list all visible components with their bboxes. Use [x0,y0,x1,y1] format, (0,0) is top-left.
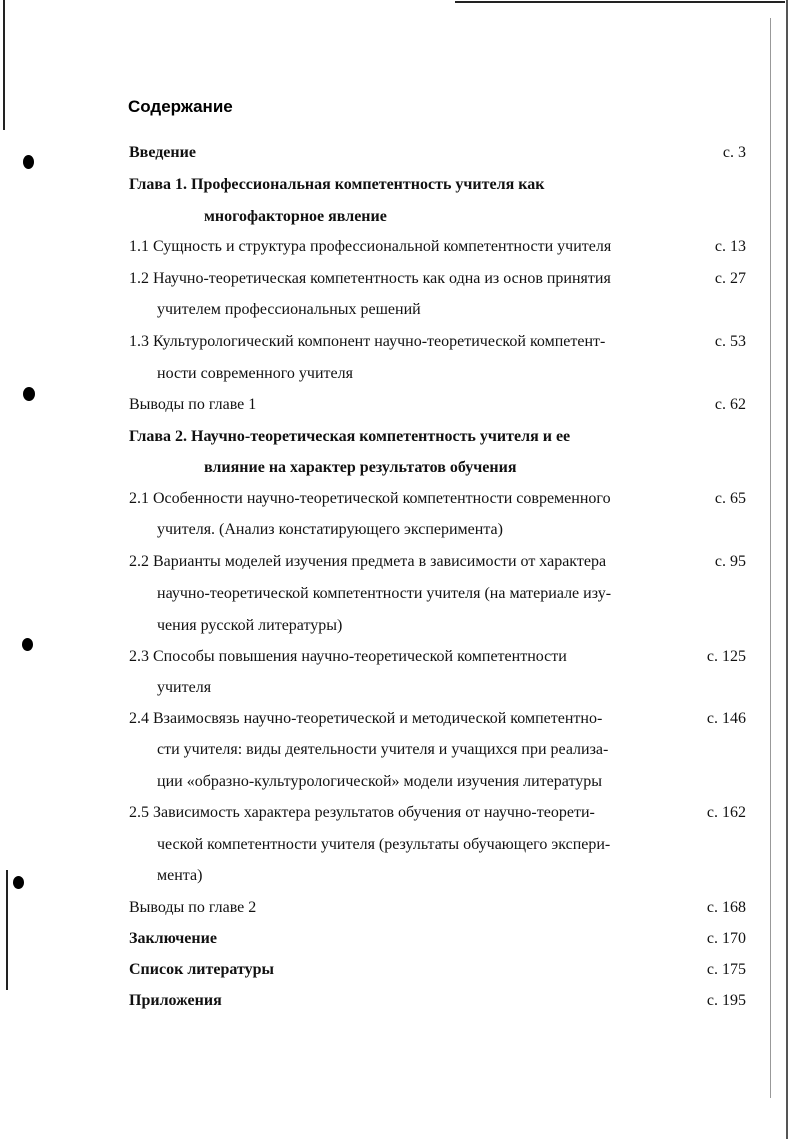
toc-entry-2-1-cont: учителя. (Анализ констатирующего эксперимента) [157,521,503,538]
toc-entry-2-5: 2.5 Зависимость характера результатов обучения от научно-теорети- [129,804,595,821]
toc-entry-conclusions-2: Выводы по главе 2 [129,899,257,916]
toc-entry-1-3: 1.3 Культурологический компонент научно-теоретической компетент- [129,333,606,350]
toc-entry-conclusion: Заключение [129,930,217,947]
toc-page-number: с. 27 [714,270,746,287]
toc-entry-1-2-cont: учителем профессиональных решений [157,301,421,318]
toc-entry-1-1: 1.1 Сущность и структура профессиональной компетентности учителя [129,238,612,255]
toc-chapter-1-title: Глава 1. Профессиональная компетентность учителя как [129,176,545,193]
toc-page-number: с. 168 [706,899,746,916]
toc-page-number: с. 62 [714,396,746,413]
toc-page-number: с. 65 [714,490,746,507]
toc-entry-2-2-cont: научно-теоретической компетентности учителя (на материале изу- [157,585,612,602]
toc-page-number: с. 13 [714,238,746,255]
toc-entry-intro: Введение [129,144,196,161]
toc-entry-2-2: 2.2 Варианты моделей изучения предмета в зависимости от характера [129,553,607,570]
toc-entry-bibliography: Список литературы [129,961,274,978]
toc-page-number: с. 125 [706,648,746,665]
toc-page-number: с. 195 [706,992,746,1009]
toc-page-number: с. 170 [706,930,746,947]
toc-page-number: с. 3 [722,144,746,161]
toc-entry-2-5-cont: мента) [157,867,203,884]
toc-entry-1-3-cont: ности современного учителя [157,365,353,382]
toc-entry-conclusions-1: Выводы по главе 1 [129,396,257,413]
toc-entry-1-2: 1.2 Научно-теоретическая компетентность как одна из основ принятия [129,270,611,287]
toc-entry-appendices: Приложения [129,992,222,1009]
toc-entry-2-4-cont: ции «образно-культурологической» модели изучения литературы [157,773,602,790]
toc-page-number: с. 175 [706,961,746,978]
toc-entry-2-3-cont: учителя [157,679,212,696]
toc-entry-2-1: 2.1 Особенности научно-теоретической компетентности современного [129,490,611,507]
toc-chapter-2-title: Глава 2. Научно-теоретическая компетентность учителя и ее [129,428,571,445]
toc-page-number: с. 146 [706,710,746,727]
toc-entry-2-4-cont: сти учителя: виды деятельности учителя и учащихся при реализа- [157,741,609,758]
toc-chapter-2-title-cont: влияние на характер результатов обучения [204,459,517,476]
toc-entry-2-2-cont: чения русской литературы) [157,617,343,634]
toc-entry-2-3: 2.3 Способы повышения научно-теоретической компетентности [129,648,567,665]
toc-entry-2-4: 2.4 Взаимосвязь научно-теоретической и методической компетентно- [129,710,603,727]
toc-page-number: с. 53 [714,333,746,350]
toc-chapter-1-title-cont: многофакторное явление [204,208,387,225]
toc-entry-2-5-cont: ческой компетентности учителя (результаты обучающего экспери- [157,836,611,853]
toc-page-number: с. 162 [706,804,746,821]
toc-page-number: с. 95 [714,553,746,570]
toc-heading: Содержание [128,97,233,116]
